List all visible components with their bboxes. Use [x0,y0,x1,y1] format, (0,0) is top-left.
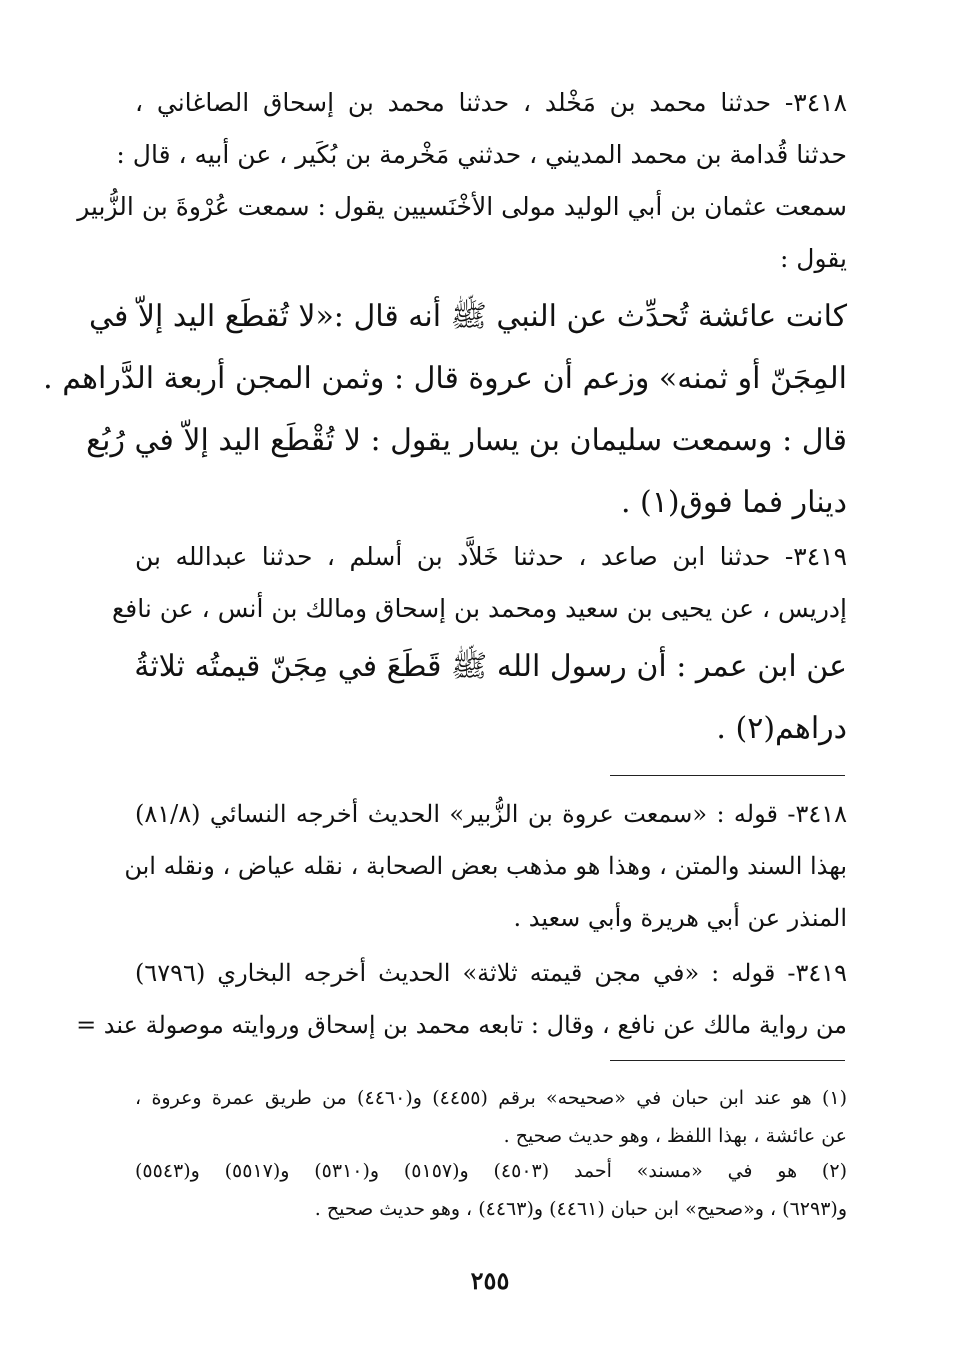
text-line: (٢) هو في «مسند» أحمد (٤٥٠٣) و(٥١٥٧) و(٥٣١٠) و(٥٥١٧) و(٥٥٤٣) [135,1160,847,1182]
commentary-3419 [76,947,847,1051]
hadith-3419-matn [135,636,847,760]
text-line: من رواية مالك عن نافع ، وقال : تابعه محمد بن إسحاق وروايته موصولة عند = [76,1011,847,1039]
text-line: سمعت عثمان بن أبي الوليد مولى الأخْنَسيين يقول : سمعت عُرْوةَ بن الزُّبير [77,192,847,221]
text-line: (١) هو عند ابن حبان في «صحيحه» برقم (٤٤٥٥) و(٤٤٦٠) من طريق عمرة وعروة ، [135,1087,847,1109]
text-line: حدثنا قُدامة بن محمد المديني ، حدثني مَخْرمة بن بُكَير ، عن أبيه ، قال : [116,140,847,169]
footnote-1 [135,1079,847,1155]
text-line: دراهم(٢) . [716,711,847,746]
commentary-3418 [124,788,847,944]
hadith-3419-isnad [112,531,847,635]
text-line: و(٦٢٩٣) ، و«صحيح» ابن حبان (٤٤٦١) و(٤٤٦٣) ، وهو حديث صحيح . [314,1198,847,1220]
text-line: ٣٤١٨- حدثنا محمد بن مَخْلد ، حدثنا محمد بن إسحاق الصاغاني ، [135,88,847,117]
text-line: المنذر عن أبي هريرة وأبي سعيد . [513,904,847,932]
text-line: المِجَنّ أو ثمنه» وزعم أن عروة قال : وثمن المجن أربعة الدَّراهم . [43,361,847,396]
footnote-2 [135,1152,847,1228]
hadith-3418-matn-sulayman [86,410,847,534]
text-line: عن ابن عمر : أن رسول الله ﷺ قَطَعَ في مِجَنّ قيمتُه ثلاثةُ [134,649,847,684]
page-number: ٢٥٥ [470,1266,510,1295]
footnote-divider [610,1060,845,1061]
text-line: دينار فما فوق(١) . [620,485,847,520]
text-line: ٣٤١٨- قوله : «سمعت عروة بن الزُّبير» الحديث أخرجه النسائي (٨١/٨) [135,800,847,828]
text-line: كانت عائشة تُحدِّث عن النبي ﷺ أنه قال :«لا تُقطَع اليد إلاّ في [89,299,847,334]
text-line: عن عائشة ، بهذا اللفظ ، وهو حديث صحيح . [503,1125,847,1147]
hadith-3418-isnad [77,77,847,285]
text-line: قال : وسمعت سليمان بن يسار يقول : لا تُقْطَع اليد إلاّ في رُبُع [86,423,847,458]
text-line: إدريس ، عن يحيى بن سعيد ومحمد بن إسحاق ومالك بن أنس ، عن نافع [112,594,847,623]
text-line: يقول : [779,244,847,273]
text-line: ٣٤١٩- حدثنا ابن صاعد ، حدثنا خَلاَّد بن أسلم ، حدثنا عبدالله بن [135,542,847,571]
text-line: بهذا السند والمتن ، وهذا هو مذهب بعض الصحابة ، نقله عياض ، ونقله ابن [124,852,847,880]
text-line: ٣٤١٩- قوله : «في مجن قيمته ثلاثة» الحديث أخرجه البخاري (٦٧٩٦) [135,959,847,987]
commentary-divider [610,775,845,776]
hadith-3418-matn-aisha [43,286,847,410]
